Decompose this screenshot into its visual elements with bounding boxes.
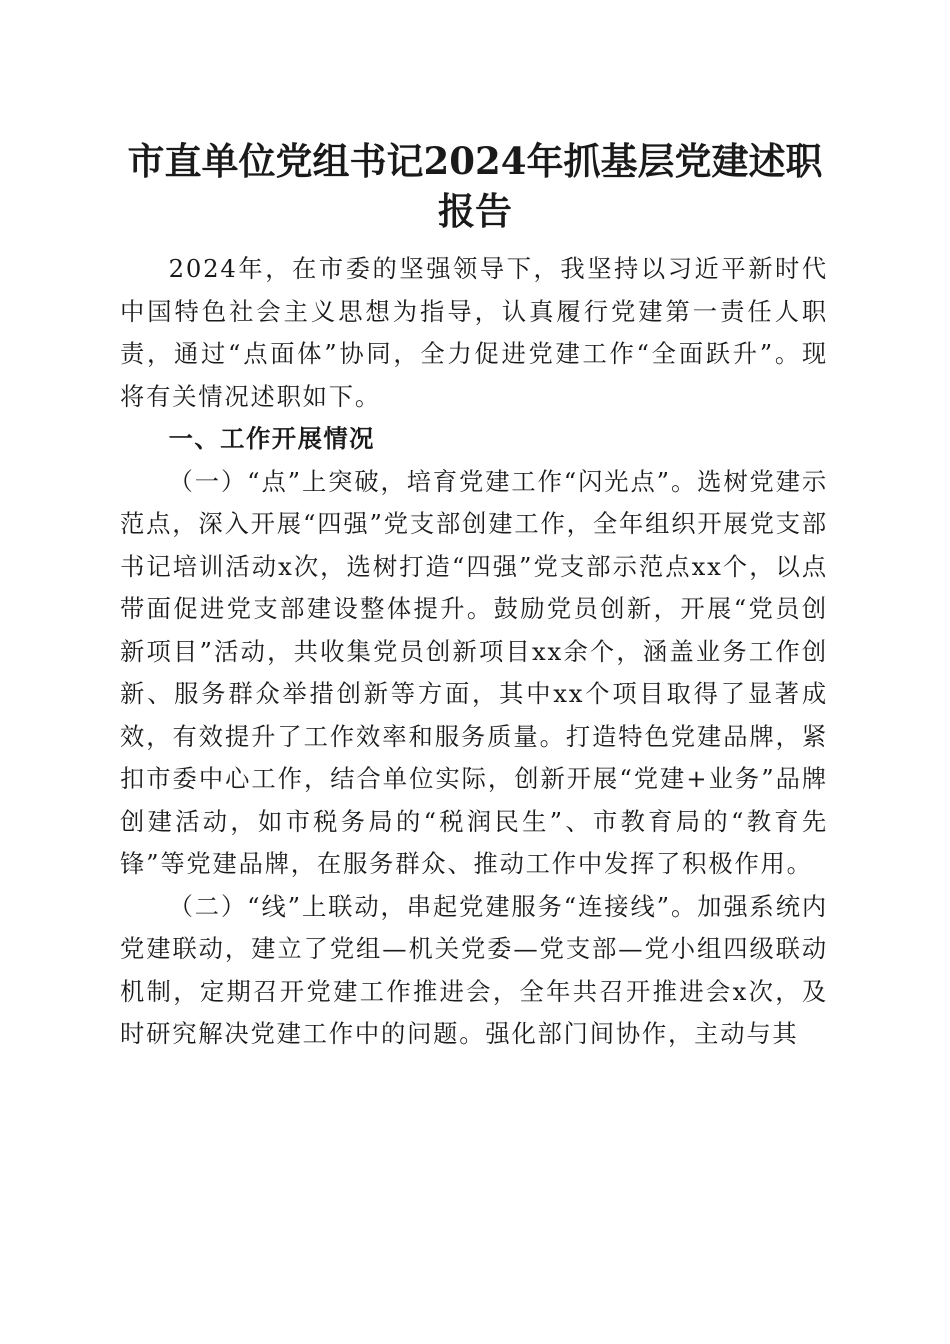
intro-paragraph: 2024年，在市委的坚强领导下，我坚持以习近平新时代中国特色社会主义思想为指导，认真履行党建第一责任人职责，通过“点面体”协同，全力促进党建工作“全面跃升”。现将有关情况述职如下。	[120, 254, 828, 411]
subsection-paragraph-2	[120, 886, 828, 1056]
subsection-body-1: 选树党建示范点，深入开展“四强”党支部创建工作，全年组织开展党支部书记培训活动x次，选树打造“四强”党支部示范点xx个，以点带面促进党支部建设整体提升。鼓励党员创新，开展“党员创新项目”活动，共收集党员创新项目xx余个，涵盖业务工作创新、服务群众举措创新等方面，其中xx个项目取得了显著成效，有效提升了工作效率和服务质量。打造特色党建品牌，紧扣市委中心工作，结合单位实际，创新开展“党建+业务”品牌创建活动，如市税务局的“税润民生”、市教育局的“教育先锋”等党建品牌，在服务群众、推动工作中发挥了积极作用。	[120, 466, 828, 878]
subsection-heading-2: （二）“线”上联动，串起党建服务“连接线”。	[168, 891, 698, 921]
subsection-paragraph-1	[120, 461, 828, 886]
section-heading: 一、工作开展情况	[168, 424, 375, 453]
document-body	[120, 248, 828, 1056]
document-title: 市直单位党组书记2024年抓基层党建述职报告	[127, 139, 823, 233]
subsection-heading-1: （一）“点”上突破，培育党建工作“闪光点”。	[168, 466, 698, 496]
subsection-body-2: 加强系统内党建联动，建立了党组—机关党委—党支部—党小组四级联动机制，定期召开党建工作推进会，全年共召开推进会x次，及时研究解决党建工作中的问题。强化部门间协作，主动与其	[120, 891, 828, 1048]
